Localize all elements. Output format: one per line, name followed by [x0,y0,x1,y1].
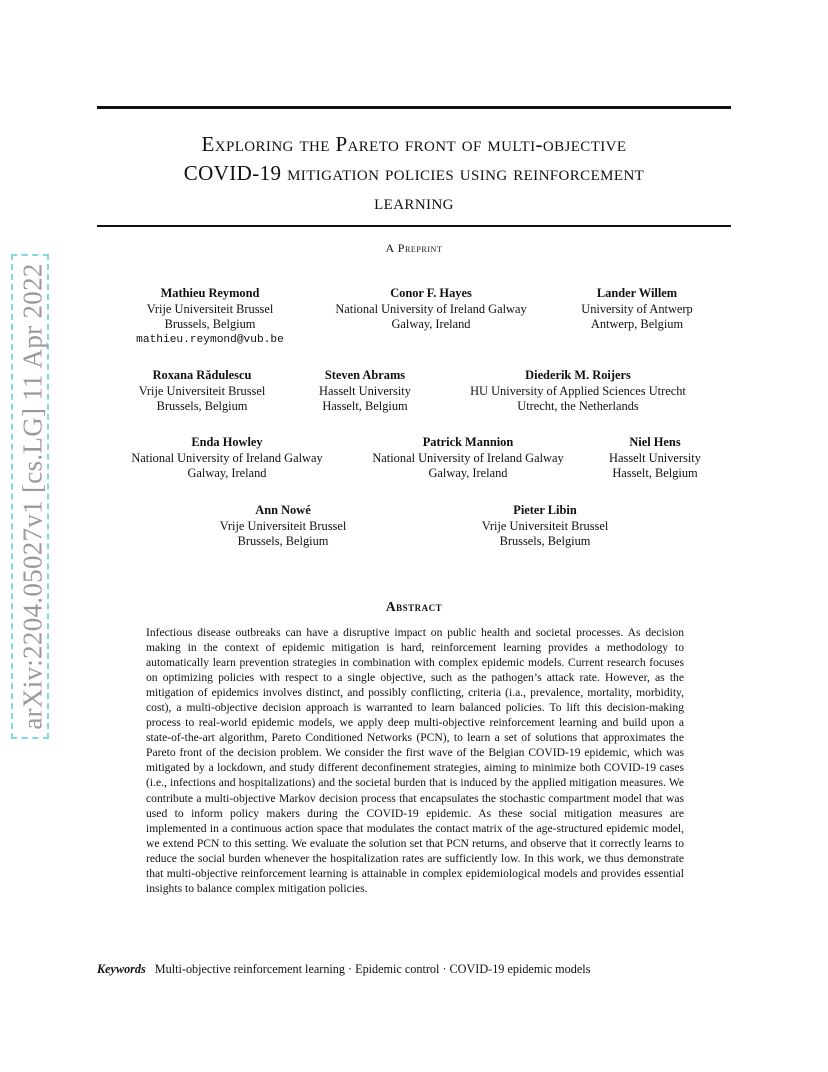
author-name: Mathieu Reymond [160,286,260,300]
preprint-label: A Preprint [385,241,443,255]
author-location: Galway, Ireland [428,466,508,480]
author-name: Conor F. Hayes [390,286,472,300]
title-line-2: COVID-19 mitigation policies using reinforcement [183,161,645,185]
author-email[interactable]: mathieu.reymond@vub.be [136,333,284,346]
author-block [321,286,541,333]
paper-title [97,130,731,217]
author-block [208,503,358,550]
title-line-3: learning [374,190,454,214]
author-location: Utrecht, the Netherlands [517,399,639,413]
author-name: Ann Nowé [255,503,311,517]
title-top-rule [97,106,731,109]
arxiv-stamp[interactable] [13,254,53,739]
author-location: Brussels, Belgium [164,317,256,331]
author-location: Brussels, Belgium [156,399,248,413]
author-name: Enda Howley [191,435,263,449]
author-name: Patrick Mannion [422,435,514,449]
author-name: Lander Willem [596,286,678,300]
author-name: Roxana Rădulescu [152,368,252,382]
author-affiliation: Vrije Universiteit Brussel [219,518,347,533]
author-affiliation: Vrije Universiteit Brussel [146,301,274,316]
author-location: Hasselt, Belgium [322,399,408,413]
author-name: Pieter Libin [513,503,577,517]
author-block [120,368,284,415]
abstract-body: Infectious disease outbreaks can have a disruptive impact on public health and societal processes. As decision making in the context of epidemic mitigation is hard, reinforcement learning provides a methodology to automatically learn prevention strategies in combination with complex epidemic models. Current research focuses on optimizing policies with respect to a single objective, such as the pathogen’s attack rate. However, as the mitigation of epidemics involves distinct, and possibly conflicting, criteria (i.a., prevalence, mortality, morbidity, cost), a multi-objective decision approach is warranted to learn balanced policies. To lift this decision-making process to real-world epidemic models, we apply deep multi-objective reinforcement learning and build upon a state-of-the-art algorithm, Pareto Conditioned Networks (PCN), to learn a set of solutions that approximates the Pareto front of the decision problem. We consider the first wave of the Belgian COVID-19 epidemic, which was mitigated by a lockdown, and study different deconfinement strategies, aiming to minimize both COVID-19 cases (i.e., infections and hospitalizations) and the societal burden that is induced by the applied mitigation measures. We contribute a multi-objective Markov decision process that encapsulates the stochastic compartment model that was used to inform policy makers during the COVID-19 epidemic. As these social mitigation measures are implemented in a continuous action space that modulates the contact matrix of the age-structured epidemic model, we extend PCN to this setting. We evaluate the solution set that PCN returns, and observe that it correctly learns to reduce the social burden whenever the hospitalization rates are sufficiently low. In this work, we thus demonstrate that multi-objective reinforcement learning is attainable in complex epidemiological models and provides essential insights to balance complex mitigation policies. [146,626,684,895]
title-bottom-rule [97,225,731,227]
author-location: Brussels, Belgium [237,534,329,548]
author-block [566,286,708,333]
author-affiliation: University of Antwerp [581,301,693,316]
arxiv-stamp-text: arXiv:2204.05027v1 [cs.LG] 11 Apr 2022 [17,263,48,730]
author-block [455,368,701,415]
title-line-1: Exploring the Pareto front of multi-objective [201,132,627,156]
author-affiliation: Vrije Universiteit Brussel [138,383,266,398]
keywords-line [97,962,731,977]
author-name: Niel Hens [629,435,681,449]
keywords-text: Multi-objective reinforcement learning · Epidemic control · COVID-19 epidemic models [154,962,591,976]
author-block [118,435,336,482]
author-affiliation: HU University of Applied Sciences Utrecht [470,383,686,398]
keywords-label: Keywords [97,962,146,976]
author-affiliation: Hasselt University [319,383,411,398]
author-block [359,435,577,482]
author-location: Galway, Ireland [391,317,471,331]
author-location: Antwerp, Belgium [590,317,684,331]
author-block [596,435,714,482]
author-location: Galway, Ireland [187,466,267,480]
author-affiliation: National University of Ireland Galway [372,450,564,465]
abstract-heading: Abstract [385,599,443,614]
author-block [130,286,290,348]
author-name: Steven Abrams [324,368,406,382]
author-location: Hasselt, Belgium [612,466,698,480]
author-affiliation: Vrije Universiteit Brussel [481,518,609,533]
author-block [470,503,620,550]
author-name: Diederik M. Roijers [525,368,631,382]
author-affiliation: National University of Ireland Galway [131,450,323,465]
author-location: Brussels, Belgium [499,534,591,548]
author-affiliation: National University of Ireland Galway [335,301,527,316]
author-affiliation: Hasselt University [609,450,701,465]
author-block [305,368,425,415]
